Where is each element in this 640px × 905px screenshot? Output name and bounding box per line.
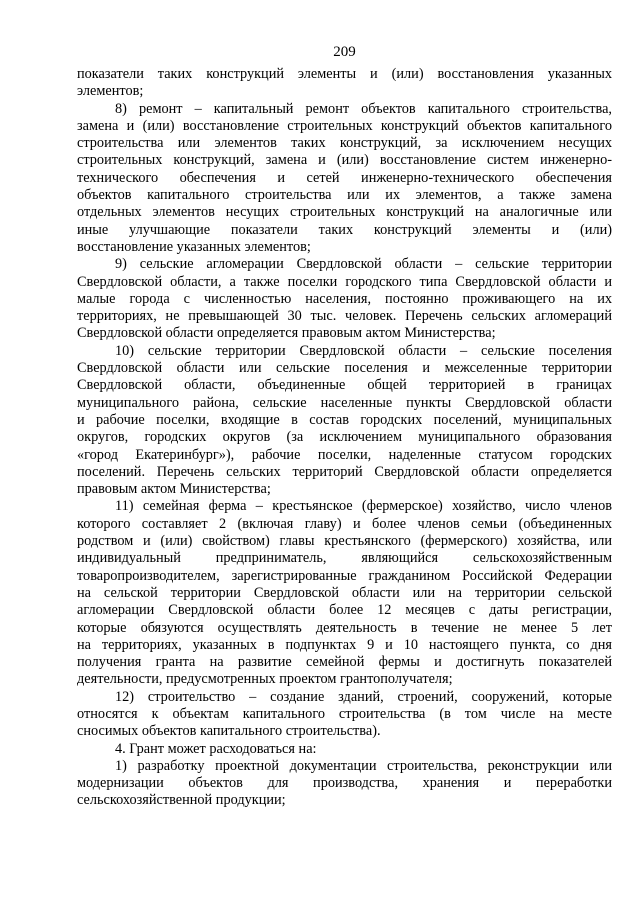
text-line: 9) сельские агломерации Свердловской области – сельские территории — [115, 256, 612, 273]
text-line: 1) разработку проектной документации строительства, реконструкции или — [115, 757, 612, 774]
text-line: деятельности, предусмотренных проектом грантополучателя; — [77, 671, 453, 688]
paragraph-continuation — [77, 66, 612, 101]
text-line: показатели таких конструкций элементы и (или) восстановления указанных — [77, 66, 612, 82]
paragraph-section-4 — [77, 741, 612, 758]
page-number: 209 — [333, 44, 356, 60]
text-line: агломерации Свердловской области более 12 месяцев с даты регистрации, — [77, 602, 612, 619]
text-line: строительных конструкций, замена и (или) восстановление систем инженерно- — [77, 152, 612, 169]
text-line: 4. Грант может расходоваться на: — [115, 740, 317, 757]
text-line: товаропроизводителем, зарегистрированные гражданином Российской Федерации — [77, 567, 612, 584]
text-line: 12) строительство – создание зданий, строений, сооружений, которые — [115, 688, 612, 705]
text-line: малые города с численностью населения, постоянно проживающего на их — [77, 290, 612, 307]
text-line: индивидуальный предприниматель, являющийся сельскохозяйственным — [77, 550, 612, 567]
text-line: на сельской территории Свердловской области или на территории сельской — [77, 584, 612, 601]
text-line: и рабочие поселки, входящие в состав городских поселений, муниципальных — [77, 411, 612, 428]
text-line: которые обязуются осуществлять деятельность в течение не менее 5 лет — [77, 619, 612, 636]
text-line: отдельных элементов несущих строительных конструкций на аналогичные или — [77, 204, 612, 221]
text-line: Свердловской области, объединенные общей территорией в границах — [77, 377, 612, 394]
text-line: сельскохозяйственной продукции; — [77, 792, 286, 809]
text-line: технического обеспечения и сетей инженерно-технического обеспечения — [77, 169, 612, 186]
text-line: территориях, не превышающей 30 тыс. человек. Перечень сельских агломераций — [77, 308, 612, 325]
text-line: объектов капитального строительства или их элементов, а также замена — [77, 187, 612, 204]
text-line: 10) сельские территории Свердловской области – сельские поселения — [115, 342, 612, 359]
text-line: относятся к объектам капитального строительства (в том числе на месте — [77, 705, 612, 722]
paragraph-item-9 — [77, 256, 612, 342]
paragraph-item-10 — [77, 343, 612, 499]
text-line: родством и (или) свойством) главы крестьянского (фермерского) хозяйства, или — [77, 533, 612, 550]
document-body — [77, 66, 612, 810]
text-line: округов, городских округов (за исключением муниципального образования — [77, 429, 612, 446]
paragraph-subitem-1 — [77, 758, 612, 810]
text-line: «город Екатеринбург»), рабочие поселки, наделенные статусом городских — [77, 446, 612, 463]
text-line: муниципального района, сельские населенные пункты Свердловской области — [77, 394, 612, 411]
text-line: Свердловской области, а также поселки городского типа Свердловской области и — [77, 273, 612, 290]
text-line: замена и (или) восстановление строительных конструкций объектов капитального — [77, 117, 612, 134]
text-line: получения гранта на развитие семейной фермы и достигнуть показателей — [77, 654, 612, 671]
paragraph-item-12 — [77, 689, 612, 741]
text-line: которого составляет 2 (включая главу) и более членов семьи (объединенных — [77, 515, 612, 532]
text-line: Свердловской области или сельские поселения и межселенные территории — [77, 360, 612, 377]
text-line: правовым актом Министерства; — [77, 481, 271, 498]
text-line: 8) ремонт – капитальный ремонт объектов капитального строительства, — [115, 100, 612, 117]
text-line: восстановление указанных элементов; — [77, 238, 311, 255]
text-line: поселений. Перечень сельских территорий Свердловской области определяется — [77, 463, 612, 480]
text-line: строительства или элементов таких конструкций, за исключением несущих — [77, 135, 612, 152]
paragraph-item-11 — [77, 498, 612, 688]
text-line: сносимых объектов капитального строительства). — [77, 723, 381, 740]
text-line: элементов; — [77, 83, 144, 100]
paragraph-item-8 — [77, 101, 612, 257]
text-line: модернизации объектов для производства, хранения и переработки — [77, 775, 612, 792]
text-line: иные улучшающие показатели таких конструкций элементы и (или) — [77, 221, 612, 238]
text-line: 11) семейная ферма – крестьянское (фермерское) хозяйство, число членов — [115, 498, 612, 515]
text-line: Свердловской области определяется правовым актом Министерства; — [77, 325, 496, 342]
text-line: на территориях, указанных в подпунктах 9 и 10 настоящего пункта, со дня — [77, 636, 612, 653]
